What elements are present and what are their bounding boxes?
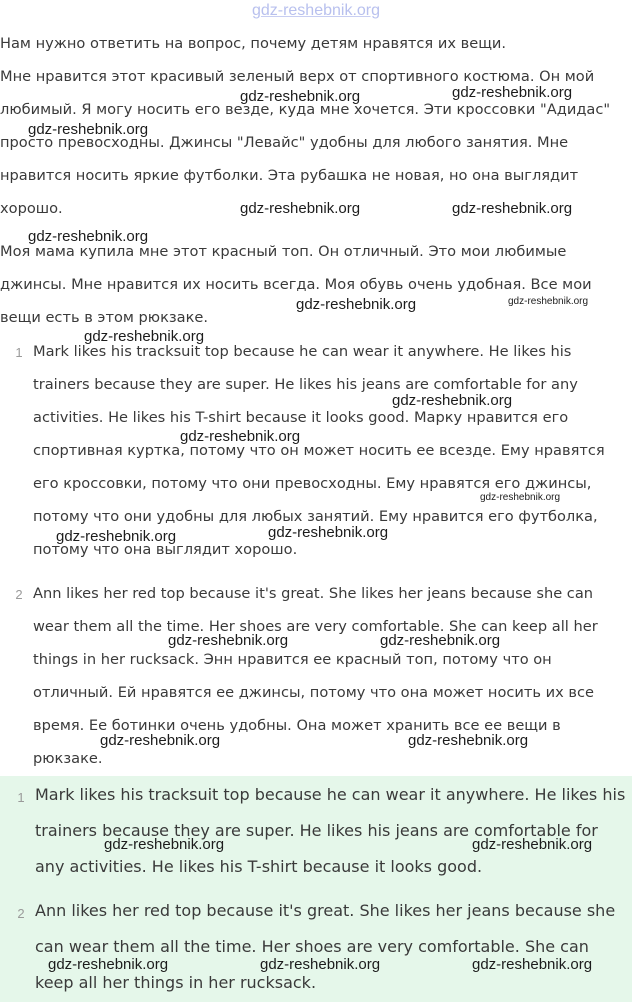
- translation-item-1: Mark likes his tracksuit top because he can wear it anywhere. He likes his trainers because they are super. He likes his jeans are comfortable for any activities. He likes his T-shirt because it looks good. Марку нравится его спортивная куртка, потому что он может носить ее всезде. Ему нравятся его кроссовки, потому что они превосходны. Ему нравятся его джинсы, потому что они удобны для любых занятий. Ему нравится его футболка, потому что она выглядит хорошо.: [33, 343, 605, 558]
- watermark: gdz-reshebnik.org: [48, 956, 169, 973]
- item-number: 1: [15, 345, 23, 360]
- watermark: gdz-reshebnik.org: [268, 524, 389, 541]
- watermark: gdz-reshebnik.org: [28, 228, 149, 245]
- ann-russian-text: Моя мама купила мне этот красный топ. Он отличный. Это мои любимые джинсы. Мне нравится их носить всегда. Моя обувь очень удобная. Все мои вещи есть в этом рюкзаке.: [0, 243, 592, 326]
- watermark: gdz-reshebnik.org: [480, 492, 561, 503]
- watermark: gdz-reshebnik.org: [180, 428, 301, 445]
- watermark: gdz-reshebnik.org: [472, 836, 593, 853]
- watermark: gdz-reshebnik.org: [104, 836, 225, 853]
- answer-item-2: Ann likes her red top because it's great. She likes her jeans because she can wear them all the time. Her shoes are very comfortable. She can keep all her things in her rucksack.: [35, 901, 616, 992]
- watermark: gdz-reshebnik.org: [84, 328, 205, 345]
- watermark: gdz-reshebnik.org: [240, 88, 361, 105]
- item-number: 2: [15, 587, 23, 602]
- watermark: gdz-reshebnik.org: [56, 528, 177, 545]
- watermark: gdz-reshebnik.org: [472, 956, 593, 973]
- answer-number: 2: [17, 906, 25, 921]
- watermark: gdz-reshebnik.org: [452, 200, 573, 217]
- translation-item-2: Ann likes her red top because it's great. She likes her jeans because she can wear them all the time. Her shoes are very comfortable. She can keep all her things in her rucksack. Энн нравится ее красный топ, потому что он отличный. Ей нравятся ее джинсы, потому что она может носить их все время. Ее ботинки очень удобны. Она может хранить все ее вещи в рюкзаке.: [33, 585, 598, 767]
- watermark: gdz-reshebnik.org: [296, 296, 417, 313]
- watermark: gdz-reshebnik.org: [452, 84, 573, 101]
- watermark: gdz-reshebnik.org: [380, 632, 501, 649]
- mark-russian-text: Мне нравится этот красивый зеленый верх от спортивного костюма. Он мой любимый. Я могу носить его везде, куда мне хочется. Эти кроссовки "Адидас" просто превосходны. Джинсы "Левайс" удобны для любого занятия. Мне нравится носить яркие футболки. Эта рубашка не новая, но она выглядит хорошо.: [0, 68, 611, 217]
- watermark: gdz-reshebnik.org: [168, 632, 289, 649]
- watermark: gdz-reshebnik.org: [392, 392, 513, 409]
- watermark: gdz-reshebnik.org: [240, 200, 361, 217]
- answer-item-1: Mark likes his tracksuit top because he can wear it anywhere. He likes his trainers because they are super. He likes his jeans are comfortable for any activities. He likes his T-shirt because it looks good.: [35, 785, 626, 876]
- watermark: gdz-reshebnik.org: [508, 296, 589, 307]
- watermark: gdz-reshebnik.org: [28, 121, 149, 138]
- watermark: gdz-reshebnik.org: [260, 956, 381, 973]
- answer-number: 1: [17, 790, 25, 805]
- watermark: gdz-reshebnik.org: [408, 732, 529, 749]
- site-title[interactable]: gdz-reshebnik.org: [251, 2, 381, 19]
- task-question: Нам нужно ответить на вопрос, почему детям нравятся их вещи.: [0, 35, 507, 52]
- watermark: gdz-reshebnik.org: [100, 732, 221, 749]
